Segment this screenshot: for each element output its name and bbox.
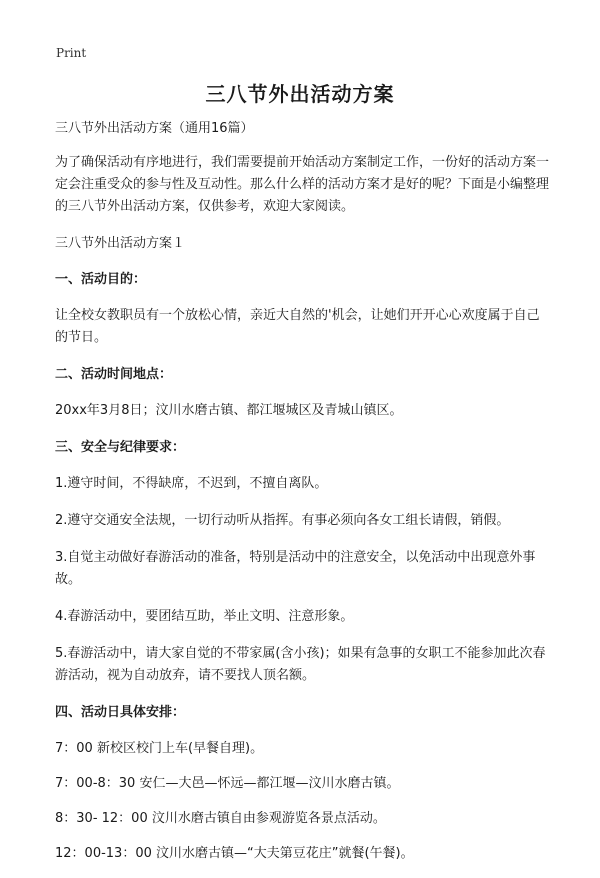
time-place-text: 20xx年3月8日；汶川水磨古镇、都江堰城区及青城山镇区。 [55,403,403,418]
safety-item-3: 3.自觉主动做好春游活动的准备，特别是活动中的注意安全，以免活动中出现意外事故。 [55,550,536,587]
safety-item-2: 2.遵守交通安全法规，一切行动听从指挥。有事必须向各女工组长请假，销假。 [55,513,510,528]
safety-item-5: 5.春游活动中，请大家自觉的不带家属(含小孩)；如果有急事的女职工不能参加此次春游活动，视为自动放弃，请不要找人顶名额。 [55,646,546,683]
part-title: 三八节外出活动方案１ [55,236,186,251]
safety-item-1: 1.遵守时间，不得缺席，不迟到，不擅自离队。 [55,476,328,491]
section-heading-safety: 三、安全与纪律要求： [55,440,186,455]
document-subtitle: 三八节外出活动方案（通用16篇） [55,121,254,136]
schedule-item-1: 7：00 新校区校门上车(早餐自理)。 [55,741,264,756]
section-heading-schedule: 四、活动日具体安排： [55,705,186,720]
intro-paragraph: 为了确保活动有序地进行，我们需要提前开始活动方案制定工作，一份好的活动方案一定会注重受众的参与性及互动性。那么什么样的活动方案才是好的呢？下面是小编整理的三八节外出活动方案，仅供参考，欢迎大家阅读。 [55,155,550,214]
schedule-item-2: 7：00-8：30 安仁—大邑—怀远—都江堰—汶川水磨古镇。 [55,776,400,791]
document-body [55,118,549,878]
safety-item-4: 4.春游活动中，要团结互助，举止文明、注意形象。 [55,609,354,624]
section-heading-purpose: 一、活动目的： [55,272,147,287]
document-title: 三八节外出活动方案 [205,82,395,106]
section-heading-time-place: 二、活动时间地点： [55,367,173,382]
purpose-text: 让全校女教职员有一个放松心情，亲近大自然的'机会，让她们开开心心欢度属于自己的节日。 [55,308,540,345]
schedule-item-4: 12：00-13：00 汶川水磨古镇—“大夫第豆花庄”就餐(午餐)。 [55,846,414,861]
print-label: Print [56,46,87,60]
schedule-item-3: 8：30- 12：00 汶川水磨古镇自由参观游览各景点活动。 [55,811,386,826]
